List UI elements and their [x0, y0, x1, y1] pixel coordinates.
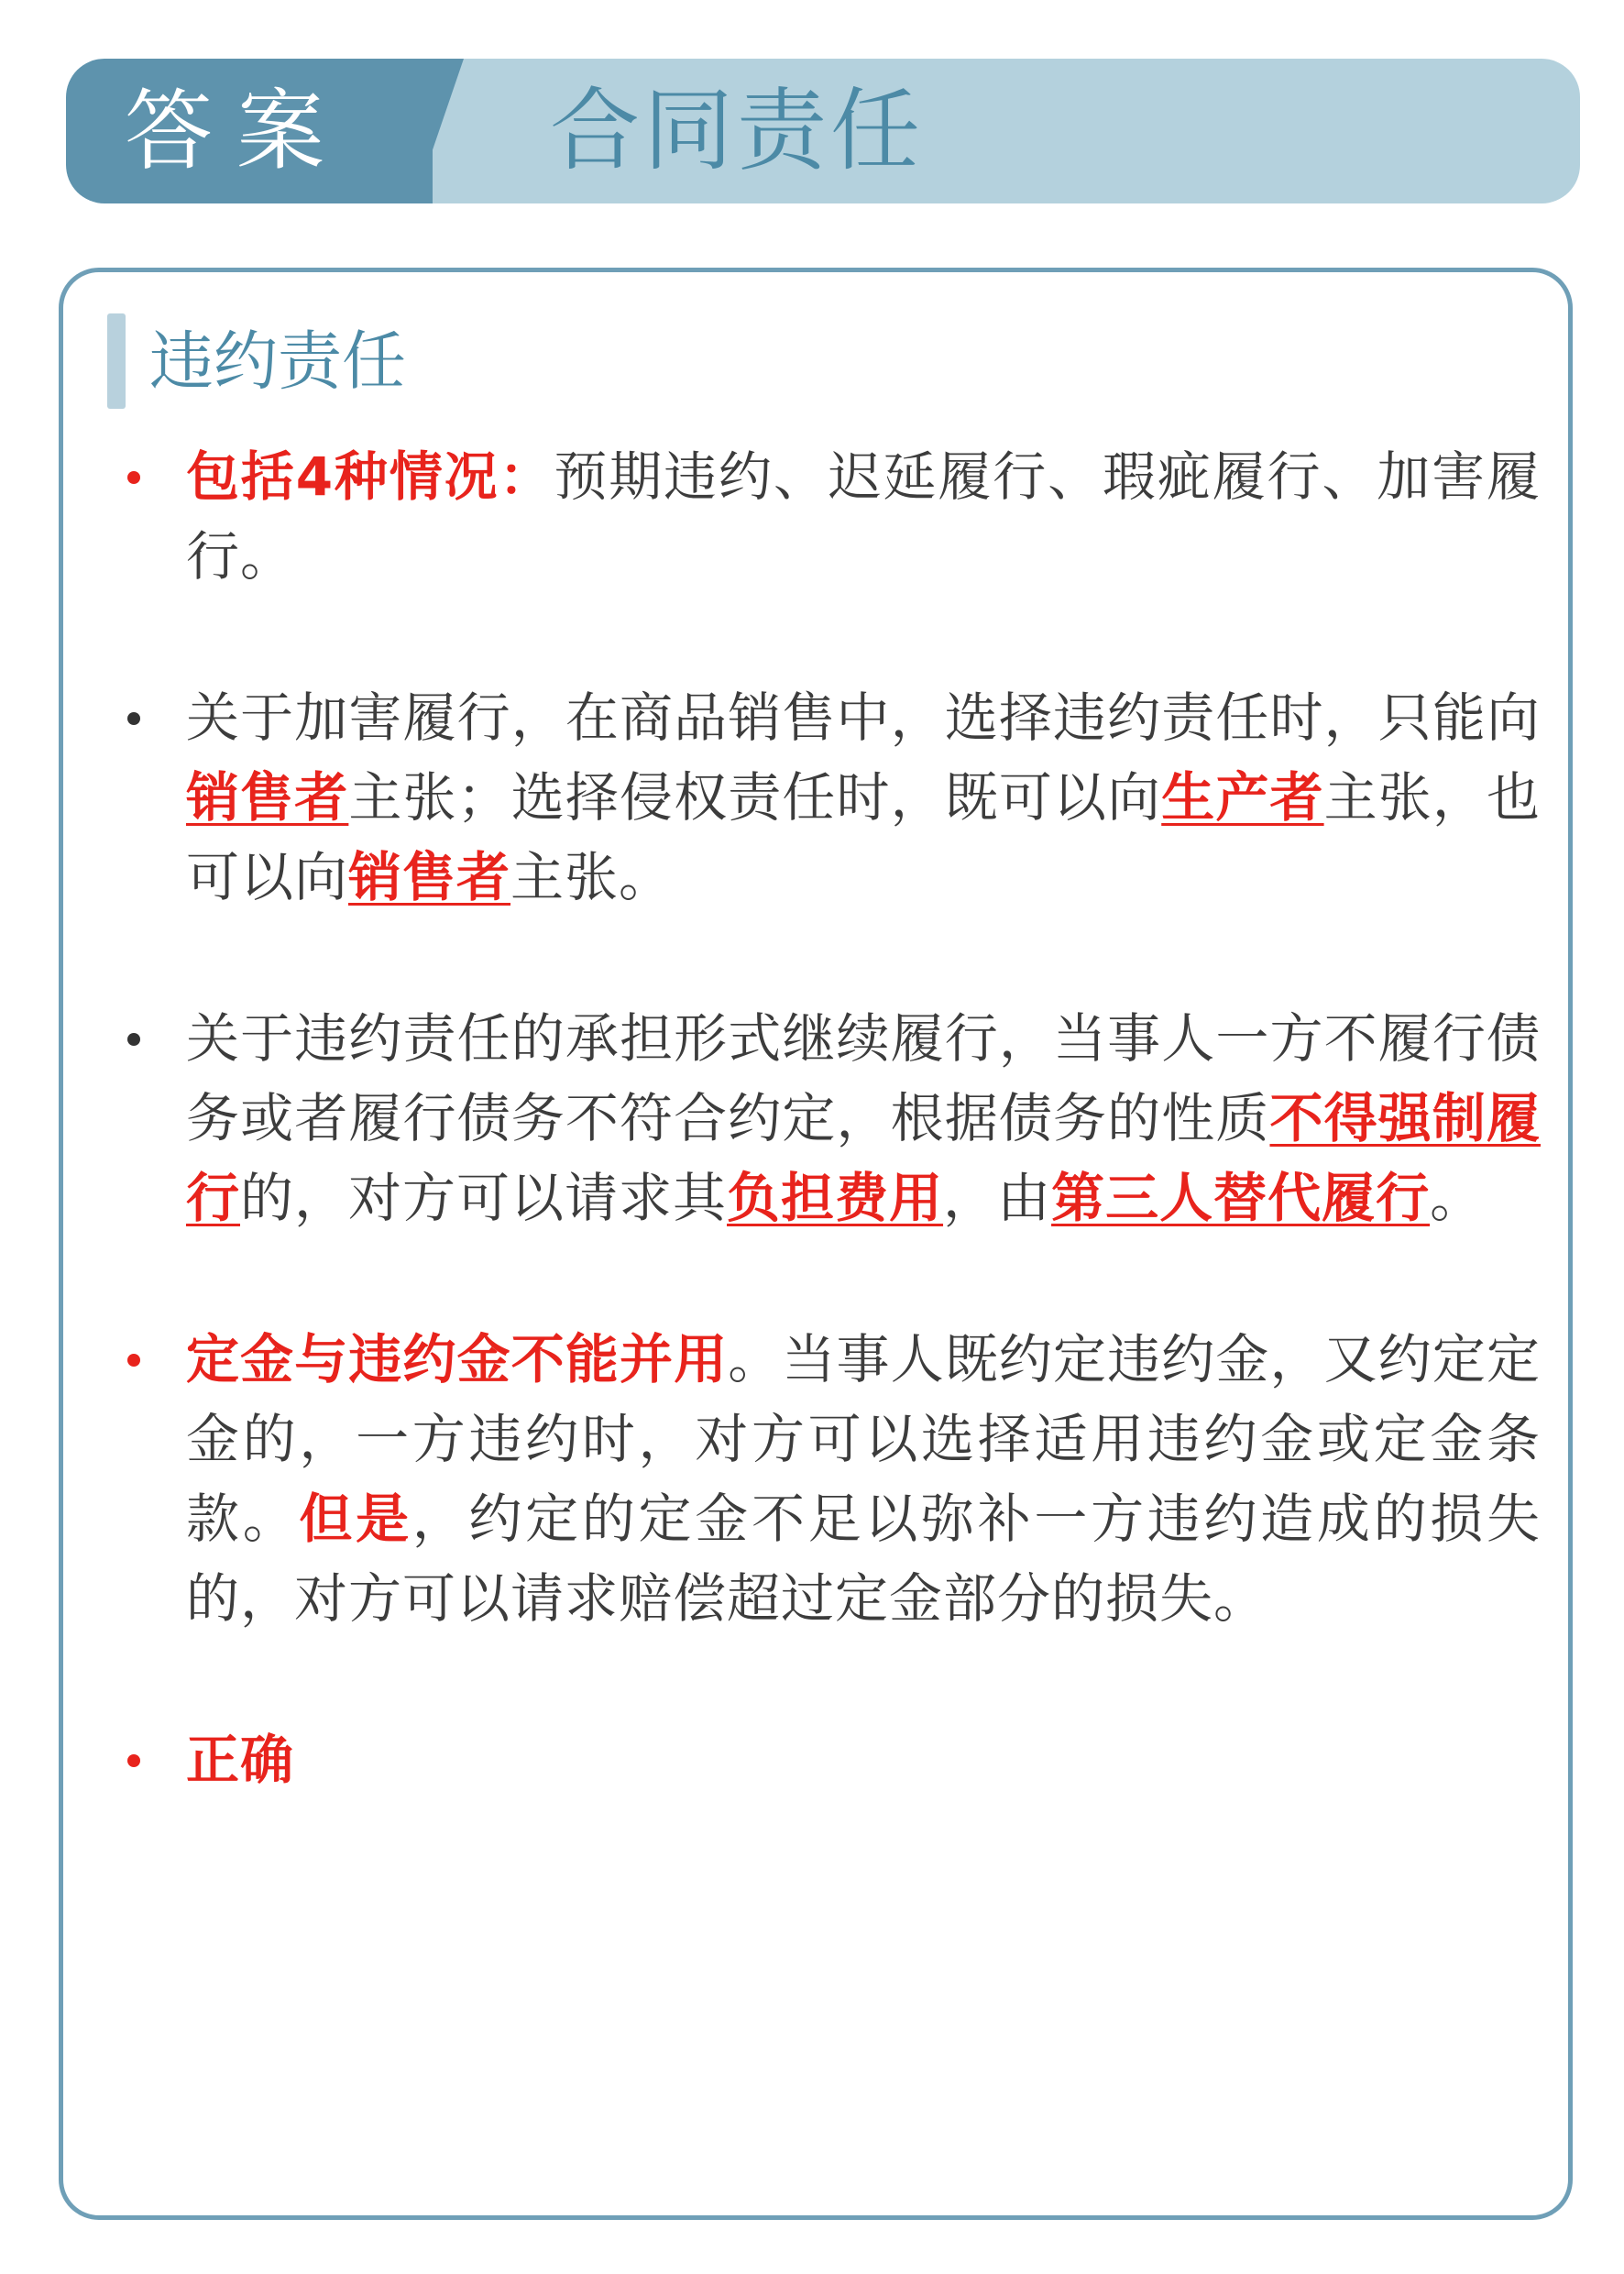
bullet-item-correct: [111, 1720, 1541, 1800]
bullet-list: [111, 437, 1541, 1882]
bullet-highlight: 包括4种情况：: [186, 445, 554, 508]
bullet-text: 主张，也可以向: [186, 766, 1541, 908]
bullet-highlight: 但是: [299, 1488, 412, 1550]
underlined-keyword: 负担费用: [727, 1167, 944, 1229]
bullet-text: 的，对方可以请求其: [240, 1167, 728, 1229]
underlined-keyword: 销售者: [348, 846, 511, 908]
bullet-dot-icon: [127, 1754, 140, 1767]
underlined-keyword: 不得强制履行: [186, 1087, 1541, 1229]
bullet-text: 主张；选择侵权责任时，既可以向: [348, 766, 1162, 829]
bullet-dot-icon: [127, 471, 140, 484]
bullet-text: 关于加害履行，在商品销售中，选择违约责任时，只能向: [186, 687, 1541, 749]
bullet-dot-icon: [127, 1033, 140, 1046]
bullet-highlight: 定金与违约金不能并用: [186, 1328, 729, 1390]
bullet-text: 。: [1430, 1167, 1485, 1229]
section-heading-text: 违约责任: [149, 324, 406, 399]
bullet-item-deposit-penalty: [111, 1320, 1541, 1639]
answer-correct-label: 正确: [186, 1729, 295, 1791]
bullet-item-four-situations: [111, 437, 1541, 597]
underlined-keyword: 第三人替代履行: [1051, 1167, 1431, 1229]
bullet-text: 。当事人既约定违约金，又约定定金的，一方违约时，对方可以选择适用违约金或定金条款。: [186, 1328, 1541, 1550]
bullet-text: ，由: [943, 1167, 1052, 1229]
bullet-item-harmful-performance: [111, 678, 1541, 917]
bullet-text: 关于违约责任的承担形式继续履行，当事人一方不履行债务或者履行债务不符合约定，根据债务的性质: [186, 1007, 1541, 1149]
page-title: 合同责任: [550, 79, 925, 183]
bullet-text: ，约定的定金不足以弥补一方违约造成的损失的，对方可以请求赔偿超过定金部分的损失。: [186, 1488, 1541, 1630]
bullet-text: 预期违约、迟延履行、瑕疵履行、加害履行。: [186, 445, 1541, 588]
bullet-text: 主张。: [510, 846, 674, 908]
content-card: [59, 268, 1573, 2220]
header-banner: [66, 59, 1580, 203]
bullet-dot-icon: [127, 712, 140, 725]
section-heading-bar: [107, 313, 126, 409]
underlined-keyword: 生产者: [1161, 766, 1324, 829]
bullet-dot-icon: [127, 1354, 140, 1367]
bullet-item-continued-performance: [111, 999, 1541, 1238]
underlined-keyword: 销售者: [186, 766, 349, 829]
answer-tag-label: 答案: [125, 80, 348, 182]
answer-tag-slant: [414, 59, 464, 203]
